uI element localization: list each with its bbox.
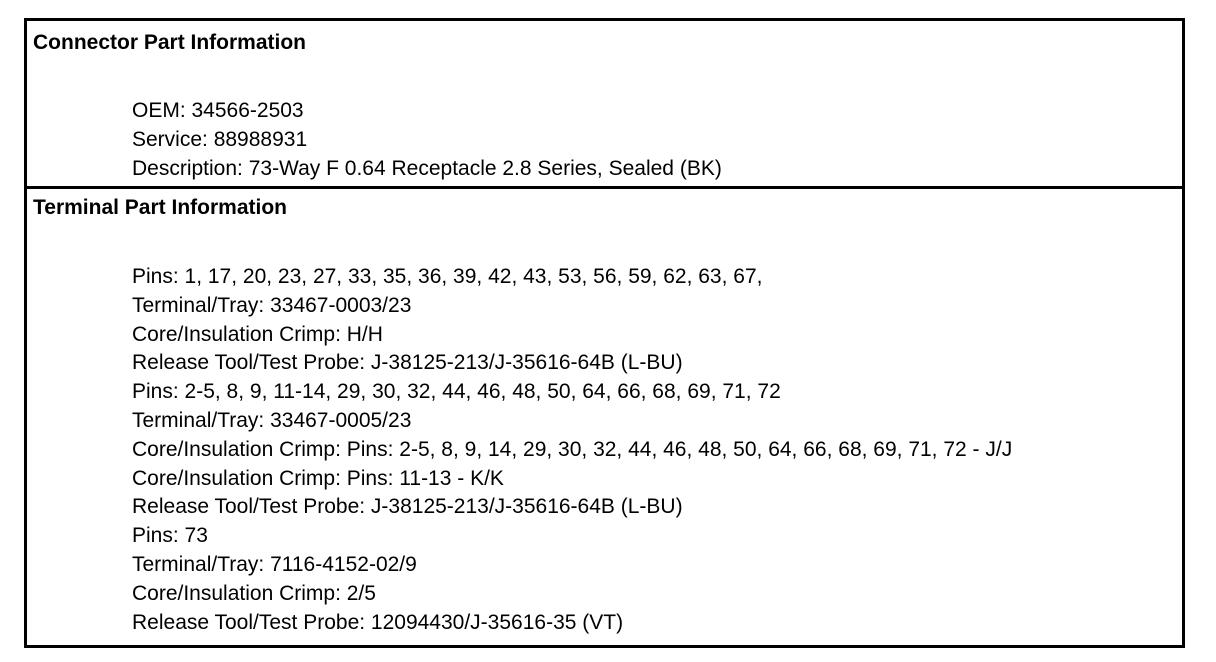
core-insulation-crimp-line: Core/Insulation Crimp: Pins: 2-5, 8, 9, 14, 29, 30, 32, 44, 46, 48, 50, 64, 66, 68, 69, 71, 72 - J/J xyxy=(132,437,1013,461)
pins-line: Pins: 1, 17, 20, 23, 27, 33, 35, 36, 39, 42, 43, 53, 56, 59, 62, 63, 67, xyxy=(132,265,763,288)
terminal-tray-line: Terminal/Tray: 33467-0003/23 xyxy=(132,293,412,317)
release-tool-line: Release Tool/Test Probe: J-38125-213/J-35616-64B (L-BU) xyxy=(132,351,683,375)
connector-section-title: Connector Part Information xyxy=(33,31,307,54)
pins-line: Pins: 73 xyxy=(132,524,208,548)
description-line: Description: 73-Way F 0.64 Receptacle 2.8 Series, Sealed (BK) xyxy=(132,156,722,180)
terminal-section-title: Terminal Part Information xyxy=(33,196,287,219)
connector-info-list xyxy=(132,97,722,183)
core-insulation-crimp-line: Core/Insulation Crimp: Pins: 11-13 - K/K xyxy=(132,466,504,490)
terminal-tray-line: Terminal/Tray: 7116-4152-02/9 xyxy=(132,552,417,576)
core-insulation-crimp-line: Core/Insulation Crimp: H/H xyxy=(132,322,383,346)
terminal-info-list xyxy=(132,263,1012,637)
release-tool-line: Release Tool/Test Probe: J-38125-213/J-35616-64B (L-BU) xyxy=(132,495,683,519)
pins-line: Pins: 2-5, 8, 9, 11-14, 29, 30, 32, 44, 46, 48, 50, 64, 66, 68, 69, 71, 72 xyxy=(132,380,781,404)
terminal-tray-line: Terminal/Tray: 33467-0005/23 xyxy=(132,408,412,432)
connector-info-table xyxy=(24,18,1185,648)
terminal-part-section xyxy=(27,189,1182,645)
release-tool-line: Release Tool/Test Probe: 12094430/J-35616-35 (VT) xyxy=(132,610,624,634)
service-line: Service: 88988931 xyxy=(132,127,308,151)
connector-part-section xyxy=(27,21,1182,189)
core-insulation-crimp-line: Core/Insulation Crimp: 2/5 xyxy=(132,581,376,605)
oem-line: OEM: 34566-2503 xyxy=(132,99,304,122)
